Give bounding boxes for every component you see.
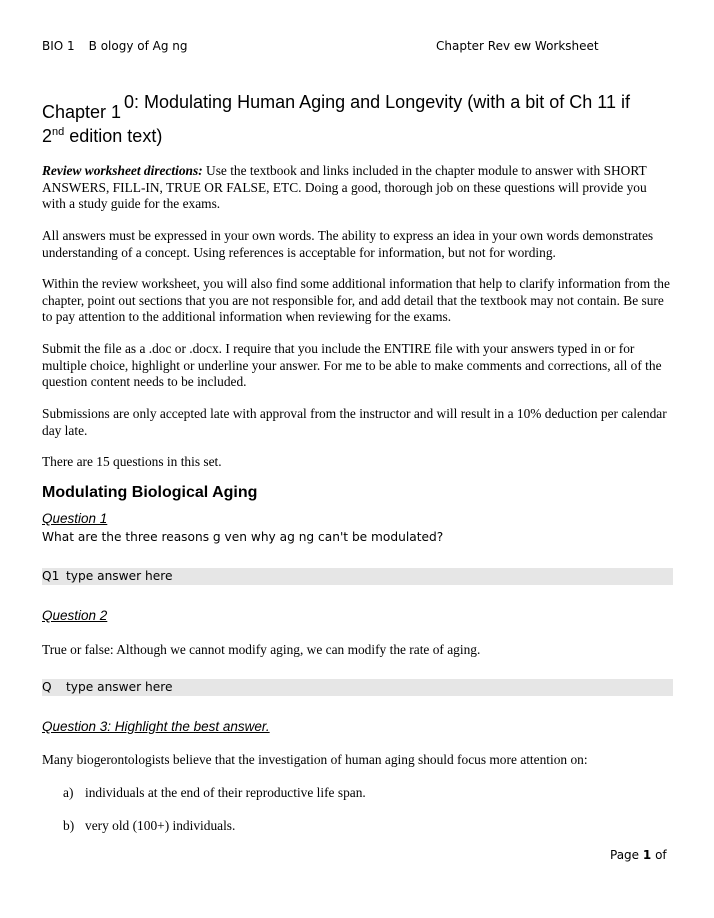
directions-text: Use the textbook and links included in the chapter module to answer with SHORT ANSWERS, FILL-IN, TRUE OR FALSE, ETC. Doing a good, thorough job on these questions will provide you with a study guide for the exams. [42, 163, 647, 211]
page-number: 1 [642, 848, 652, 862]
choice-a[interactable] [63, 785, 366, 801]
answer-placeholder: type answer here [66, 680, 173, 694]
chapter-prefix: Chapter 1 [42, 102, 122, 122]
question-count: There are 15 questions in this set. [42, 454, 222, 469]
choice-text: very old (100+) individuals. [85, 818, 236, 833]
section-heading: Modulating Biological Aging [42, 484, 258, 501]
question-3-label: Question 3: Highlight the best answer. [42, 719, 270, 734]
answer-prefix: Q1 [42, 569, 60, 583]
choice-letter: b) [63, 818, 75, 833]
instruction-paragraph: All answers must be expressed in your own words. The ability to express an idea in your own words demonstrates understanding of a concept. Using references is acceptable for information, but not for wording. [42, 228, 654, 260]
question-3-text: Many biogerontologists believe that the investigation of human aging should focus more attention on: [42, 752, 588, 767]
header-left [42, 39, 188, 53]
instruction-paragraph: Submissions are only accepted late with approval from the instructor and will result in a 10% deduction per calendar day late. [42, 406, 667, 438]
answer-field-2[interactable] [42, 679, 673, 696]
edition-text: edition text) [64, 126, 163, 146]
page-word: Page [610, 848, 640, 862]
document-type: Chapter Rev ew Worksheet [436, 39, 599, 53]
question-1-label: Question 1 [42, 511, 108, 526]
chapter-title [42, 90, 672, 146]
of-word: of [655, 848, 667, 862]
directions-label: Review worksheet directions: [42, 163, 203, 178]
edition-number: 2 [42, 126, 53, 146]
course-code: BIO 1 [42, 39, 75, 53]
edition-suffix: nd [52, 126, 65, 138]
question-1-text: What are the three reasons g ven why ag ng can't be modulated? [42, 530, 444, 544]
question-2-text: True or false: Although we cannot modify aging, we can modify the rate of aging. [42, 642, 481, 657]
directions-paragraph [42, 163, 670, 213]
page-header [42, 39, 672, 57]
course-title: B ology of Ag ng [88, 39, 188, 53]
chapter-title-line2 [42, 120, 162, 148]
choice-letter: a) [63, 785, 74, 800]
chapter-title-line1: 0: Modulating Human Aging and Longevity (with a bit of Ch 11 if [124, 92, 630, 112]
answer-placeholder: type answer here [66, 569, 173, 583]
choice-text: individuals at the end of their reproductive life span. [85, 785, 366, 800]
answer-field-1[interactable] [42, 568, 673, 585]
choice-b[interactable] [63, 818, 235, 834]
answer-prefix: Q [42, 680, 52, 694]
instruction-paragraph: Within the review worksheet, you will also find some additional information that help to clarify information from the chapter, point out sections that you are not responsible for, and add detail that the textbook may not contain. Be sure to pay attention to the additional information when reviewing for the exams. [42, 276, 670, 324]
question-2-label: Question 2 [42, 608, 108, 623]
page-footer [610, 848, 667, 862]
instruction-paragraph: Submit the file as a .doc or .docx. I require that you include the ENTIRE file with your answers typed in or for multiple choice, highlight or underline your answer. For me to be able to make comments and corrections, all of the question content needs to be included. [42, 341, 662, 389]
